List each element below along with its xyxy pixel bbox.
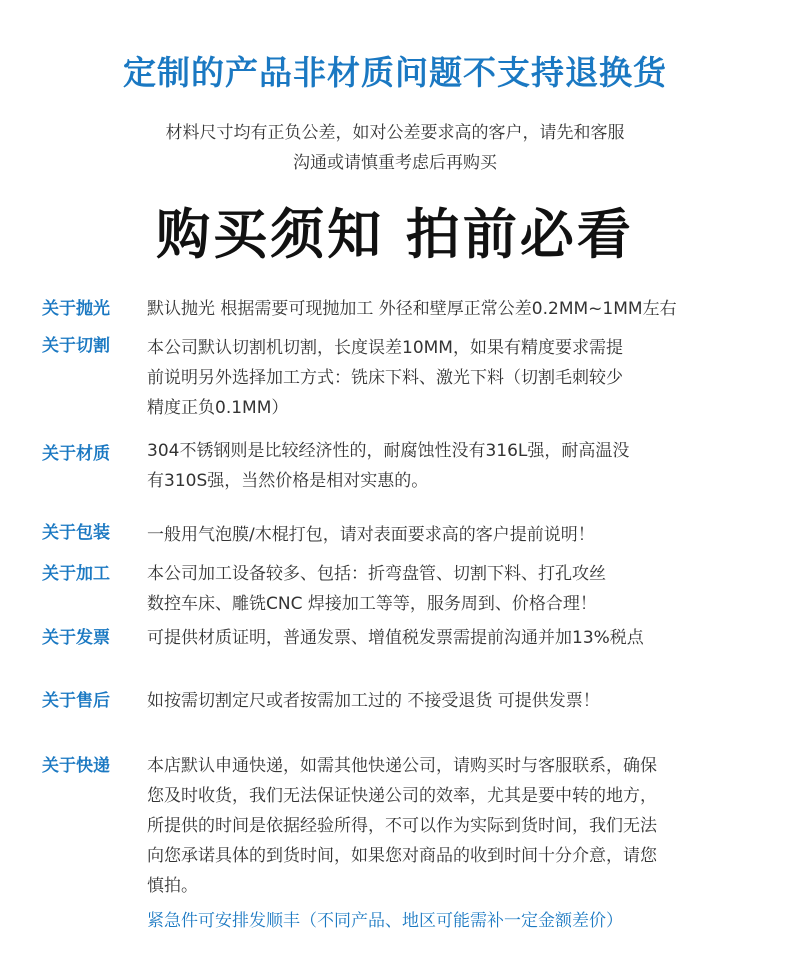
item-line: 数控车床、雕铣CNC 焊接加工等等，服务周到、价格合理！ (147, 594, 597, 614)
item-line: 本店默认申通快递，如需其他快递公司，请购买时与客服联系，确保 (147, 756, 657, 776)
item-body-processing (147, 559, 777, 619)
item-line: 所提供的时间是依据经验所得，不可以作为实际到货时间，我们无法 (147, 816, 657, 836)
headline: 定制的产品非材质问题不支持退换货 (123, 53, 667, 92)
subnote-line: 材料尺寸均有正负公差，如对公差要求高的客户，请先和客服 (165, 123, 625, 143)
big-title: 购买须知 拍前必看 (156, 203, 634, 266)
item-line: 如按需切割定尺或者按需加工过的 不接受退货 可提供发票！ (147, 691, 600, 711)
item-body-invoice (147, 623, 777, 653)
item-label-packaging: 关于包装 (42, 523, 110, 543)
item-line: 本公司默认切割机切割，长度误差10MM，如果有精度要求需提 (147, 338, 623, 358)
item-line: 慎拍。 (147, 876, 198, 896)
item-line: 精度正负0.1MM） (147, 398, 289, 418)
item-line: 304不锈钢则是比较经济性的，耐腐蚀性没有316L强，耐高温没 (147, 441, 630, 461)
item-body-packaging (147, 520, 777, 550)
item-line: 前说明另外选择加工方式：铣床下料、激光下料（切割毛刺较少 (147, 368, 623, 388)
item-label-polishing: 关于抛光 (42, 299, 110, 319)
item-label-processing: 关于加工 (42, 564, 110, 584)
item-line: 有310S强，当然价格是相对实惠的。 (147, 471, 429, 491)
item-label-aftersales: 关于售后 (42, 691, 110, 711)
item-line: 本公司加工设备较多、包括：折弯盘管、切割下料、打孔攻丝 (147, 564, 606, 584)
item-label-invoice: 关于发票 (42, 628, 110, 648)
item-line: 向您承诺具体的到货时间，如果您对商品的收到时间十分介意，请您 (147, 846, 657, 866)
subnote (0, 118, 790, 178)
item-line: 一般用气泡膜/木棍打包，请对表面要求高的客户提前说明！ (147, 525, 595, 545)
item-body-cutting (147, 333, 777, 423)
item-body-express (147, 751, 777, 901)
item-label-express: 关于快递 (42, 756, 110, 776)
item-label-material: 关于材质 (42, 444, 110, 464)
subnote-line: 沟通或请慎重考虑后再购买 (293, 153, 497, 173)
item-line: 可提供材质证明，普通发票、增值税发票需提前沟通并加13%税点 (147, 628, 644, 648)
item-line: 默认抛光 根据需要可现抛加工 外径和壁厚正常公差0.2MM~1MM左右 (147, 299, 677, 319)
item-body-material (147, 436, 777, 496)
item-body-polishing (147, 294, 777, 324)
item-line: 您及时收货，我们无法保证快递公司的效率，尤其是要中转的地方， (147, 786, 657, 806)
item-body-aftersales (147, 686, 777, 716)
express-note: 紧急件可安排发顺丰（不同产品、地区可能需补一定金额差价） (147, 911, 623, 931)
item-label-cutting: 关于切割 (42, 336, 110, 356)
